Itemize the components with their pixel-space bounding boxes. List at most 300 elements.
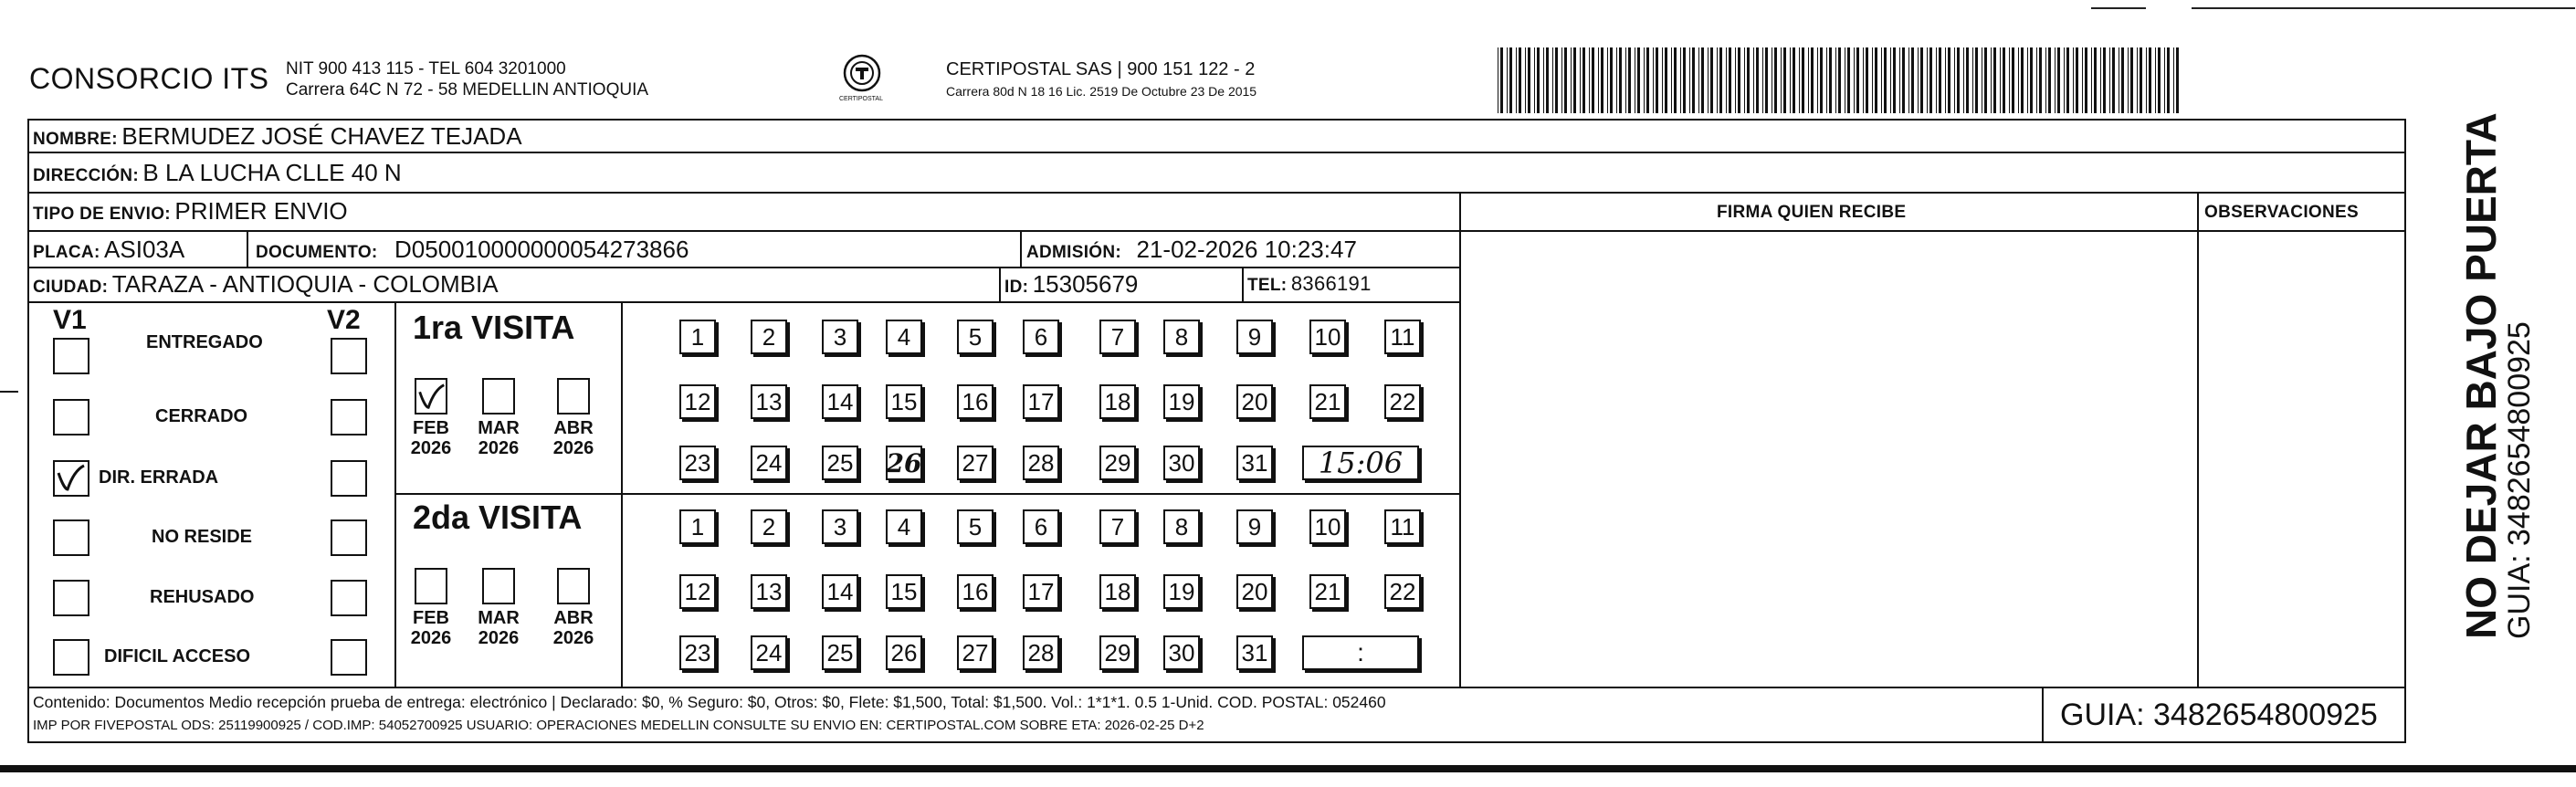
visit-title: 1ra VISITA: [413, 309, 575, 346]
placa-row: [33, 236, 184, 264]
month-name: FEB: [413, 608, 449, 628]
barcode-bar: [1899, 47, 1900, 113]
day-box[interactable]: 26: [886, 635, 922, 670]
barcode-bar: [1598, 47, 1599, 113]
day-box[interactable]: 12: [679, 574, 716, 609]
barcode-bar: [1589, 47, 1590, 113]
barcode-bar: [1561, 47, 1562, 113]
barcode-bar: [1616, 47, 1617, 113]
barcode-bar: [1829, 47, 1832, 113]
tel-label: TEL:: [1247, 276, 1288, 295]
day-box[interactable]: 29: [1099, 635, 1136, 670]
barcode-bar: [1573, 47, 1576, 113]
barcode-bar: [1680, 47, 1681, 113]
day-box[interactable]: 8: [1163, 320, 1200, 354]
barcode-bar: [1701, 47, 1704, 113]
day-box[interactable]: 25: [822, 635, 858, 670]
barcode-bar: [1783, 47, 1786, 113]
barcode-bar: [2100, 47, 2101, 113]
barcode-bar: [1927, 47, 1928, 113]
barcode-bar: [1762, 47, 1763, 113]
day-box[interactable]: 29: [1099, 446, 1136, 480]
day-box[interactable]: 5: [957, 509, 994, 544]
day-box[interactable]: 17: [1023, 384, 1059, 419]
barcode-bar: [1918, 47, 1919, 113]
barcode-bar: [1653, 47, 1654, 113]
footer-contents: [33, 690, 1386, 738]
status-label: CERRADO: [155, 406, 248, 426]
day-box[interactable]: 15: [886, 574, 922, 609]
day-box[interactable]: 3: [822, 509, 858, 544]
month-name: ABR: [553, 608, 594, 628]
barcode-bar: [1881, 47, 1882, 113]
tel-value: 8366191: [1290, 272, 1372, 295]
day-box[interactable]: 4: [886, 509, 922, 544]
barcode-bar: [2055, 47, 2056, 113]
status-label: DIFICIL ACCESO: [104, 646, 251, 666]
month-label: [469, 608, 528, 648]
month-label: [544, 418, 603, 458]
day-box[interactable]: 28: [1023, 635, 1059, 670]
barcode-bar: [2000, 47, 2001, 113]
placa-label: PLACA:: [33, 243, 100, 262]
status-label: DIR. ERRADA: [99, 467, 219, 488]
barcode-bar: [1863, 47, 1864, 113]
barcode-bar: [1911, 47, 1914, 113]
day-box[interactable]: 18: [1099, 384, 1136, 419]
day-box[interactable]: 24: [751, 446, 787, 480]
observaciones-label: OBSERVACIONES: [2204, 203, 2359, 222]
month-year: 2026: [478, 628, 520, 648]
month-year: 2026: [410, 628, 452, 648]
barcode-bar: [1710, 47, 1713, 113]
barcode-bar: [2109, 47, 2110, 113]
status-v1-checkbox[interactable]: [53, 399, 89, 435]
month-year: 2026: [552, 628, 594, 648]
ciudad-value: TARAZA - ANTIOQUIA - COLOMBIA: [111, 270, 499, 298]
barcode-bar: [1729, 47, 1731, 113]
day-box[interactable]: 14: [822, 384, 858, 419]
barcode-bar: [1546, 47, 1549, 113]
id-row: [1004, 270, 1138, 299]
day-box[interactable]: 30: [1163, 446, 1200, 480]
status-label: REHUSADO: [150, 587, 255, 607]
barcode-bar: [2167, 47, 2170, 113]
day-box[interactable]: 4: [886, 320, 922, 354]
barcode-bar: [1835, 47, 1836, 113]
barcode-bar: [2140, 47, 2142, 113]
day-box[interactable]: 16: [957, 574, 994, 609]
day-box[interactable]: 1: [679, 509, 716, 544]
company-name: CONSORCIO ITS: [29, 62, 269, 95]
carrier-info: [946, 58, 1256, 102]
status-v2-checkbox[interactable]: [331, 399, 367, 435]
month-checkbox[interactable]: [415, 378, 447, 414]
day-box[interactable]: 21: [1309, 384, 1346, 419]
nombre-label: NOMBRE:: [33, 130, 118, 149]
visit-title: 2da VISITA: [413, 498, 583, 536]
documento-row: [256, 236, 689, 264]
barcode-bar: [1954, 47, 1955, 113]
status-v2-checkbox[interactable]: [331, 460, 367, 497]
barcode-bar: [1543, 47, 1544, 113]
barcode-bar: [1966, 47, 1969, 113]
barcode-bar: [1993, 47, 1996, 113]
barcode-bar: [2030, 47, 2033, 113]
day-box[interactable]: 24: [751, 635, 787, 670]
day-box[interactable]: 22: [1384, 574, 1421, 609]
barcode-bar: [2112, 47, 2115, 113]
barcode-bar: [1975, 47, 1978, 113]
barcode-bar: [2164, 47, 2165, 113]
month-checkbox[interactable]: [482, 568, 515, 604]
carrier-address: Carrera 80d N 18 16 Lic. 2519 De Octubre 23 De 2015: [946, 84, 1257, 99]
month-name: MAR: [478, 608, 520, 628]
barcode-bar: [2149, 47, 2151, 113]
day-box[interactable]: 9: [1236, 509, 1273, 544]
v1-header: V1: [53, 305, 87, 335]
barcode-bar: [2039, 47, 2042, 113]
barcode-bar: [2146, 47, 2147, 113]
barcode-bar: [1509, 47, 1512, 113]
day-box[interactable]: 25: [822, 446, 858, 480]
barcode-bar: [1957, 47, 1960, 113]
month-label: [402, 608, 460, 648]
barcode-bar: [1662, 47, 1663, 113]
day-box[interactable]: 8: [1163, 509, 1200, 544]
barcode-bar: [1717, 47, 1718, 113]
logo-caption: CERTIPOSTAL: [839, 96, 883, 102]
barcode-bar: [1644, 47, 1645, 113]
day-box[interactable]: 13: [751, 574, 787, 609]
month-name: MAR: [478, 418, 520, 438]
month-checkbox[interactable]: [415, 568, 447, 604]
ciudad-label: CIUDAD:: [33, 278, 109, 297]
company-address: Carrera 64C N 72 - 58 MEDELLIN ANTIOQUIA: [286, 80, 649, 100]
status-v2-checkbox[interactable]: [331, 580, 367, 616]
barcode-bar: [2121, 47, 2124, 113]
barcode-bar: [1607, 47, 1608, 113]
barcode-bar: [1507, 47, 1508, 113]
month-year: 2026: [410, 438, 452, 458]
day-box[interactable]: 7: [1099, 509, 1136, 544]
barcode-bar: [1552, 47, 1553, 113]
barcode-bar: [1719, 47, 1722, 113]
month-label: [544, 608, 603, 648]
admision-label: ADMISIÓN:: [1026, 243, 1122, 262]
footer-guia: GUIA: 3482654800925: [2060, 698, 2378, 732]
nombre-row: [33, 122, 522, 151]
barcode-bar: [1665, 47, 1667, 113]
month-name: FEB: [413, 418, 449, 438]
barcode-bar: [1683, 47, 1686, 113]
barcode-bar: [1637, 47, 1640, 113]
time-value: :: [1357, 638, 1364, 666]
barcode-bar: [1692, 47, 1695, 113]
barcode-bar: [1708, 47, 1709, 113]
barcode-bar: [1826, 47, 1827, 113]
barcode-bar: [1793, 47, 1795, 113]
barcode-bar: [1525, 47, 1526, 113]
day-box[interactable]: 16: [957, 384, 994, 419]
admision-value: 21-02-2026 10:23:47: [1136, 236, 1357, 263]
barcode-bar: [2045, 47, 2046, 113]
id-label: ID:: [1004, 278, 1029, 297]
barcode-bar: [1564, 47, 1567, 113]
month-year: 2026: [478, 438, 520, 458]
month-label: [469, 418, 528, 458]
barcode-bar: [1747, 47, 1750, 113]
barcode-bar: [1744, 47, 1745, 113]
barcode-bar: [2076, 47, 2078, 113]
day-box[interactable]: 6: [1023, 509, 1059, 544]
barcode-bar: [1592, 47, 1594, 113]
barcode-bar: [1866, 47, 1868, 113]
barcode-bar: [1610, 47, 1613, 113]
month-checkbox[interactable]: [557, 568, 590, 604]
barcode-bar: [2073, 47, 2074, 113]
company-contact: [286, 58, 648, 100]
footer-line-1: Contenido: Documentos Medio recepción prueba de entrega: electrónico | Declarado: $0, % Seguro: $0, Otros: $0, Flete: $1,500, Total: $1,500. Vol.: 1*1*1. 0.5 1-Unid. COD. POSTAL: 052460: [33, 693, 1386, 711]
tel-row: [1247, 272, 1372, 296]
barcode-bar: [2094, 47, 2097, 113]
status-v1-checkbox[interactable]: [53, 338, 89, 374]
barcode-bar: [1948, 47, 1950, 113]
tipo-value: PRIMER ENVIO: [174, 197, 348, 225]
day-box[interactable]: 21: [1309, 574, 1346, 609]
barcode-bar: [1582, 47, 1585, 113]
direccion-label: DIRECCIÓN:: [33, 166, 139, 185]
day-box[interactable]: 2: [751, 509, 787, 544]
barcode: [1498, 47, 2182, 113]
barcode-bar: [1756, 47, 1759, 113]
day-box[interactable]: 20: [1236, 384, 1273, 419]
barcode-bar: [2027, 47, 2028, 113]
barcode-bar: [2155, 47, 2156, 113]
day-box[interactable]: 10: [1309, 509, 1346, 544]
barcode-bar: [1984, 47, 1987, 113]
firma-label: FIRMA QUIEN RECIBE: [1717, 203, 1907, 222]
day-box[interactable]: 30: [1163, 635, 1200, 670]
barcode-bar: [2066, 47, 2069, 113]
ciudad-row: [33, 270, 499, 299]
barcode-bar: [2003, 47, 2005, 113]
certipostal-logo-icon: [842, 53, 882, 93]
barcode-bar: [2064, 47, 2065, 113]
top-rule-2: [2192, 7, 2575, 9]
barcode-bar: [1802, 47, 1804, 113]
barcode-bar: [1534, 47, 1535, 113]
month-name: ABR: [553, 418, 594, 438]
day-box[interactable]: 15: [886, 384, 922, 419]
barcode-bar: [1698, 47, 1699, 113]
documento-label: DOCUMENTO:: [256, 243, 378, 262]
status-v1-checkbox[interactable]: [53, 580, 89, 616]
form-frame: [27, 119, 2406, 743]
day-box[interactable]: 19: [1163, 574, 1200, 609]
barcode-bar: [1500, 47, 1503, 113]
day-box[interactable]: 28: [1023, 446, 1059, 480]
barcode-bar: [2085, 47, 2087, 113]
barcode-bar: [2130, 47, 2133, 113]
barcode-bar: [1872, 47, 1873, 113]
documento-value: D050010000000054273866: [394, 236, 689, 263]
barcode-bar: [1671, 47, 1672, 113]
status-v2-checkbox[interactable]: [331, 639, 367, 676]
barcode-bar: [1908, 47, 1909, 113]
barcode-bar: [2176, 47, 2179, 113]
status-v2-checkbox[interactable]: [331, 338, 367, 374]
barcode-bar: [2128, 47, 2129, 113]
day-box[interactable]: [886, 446, 922, 480]
barcode-bar: [2012, 47, 2014, 113]
status-v1-checkbox[interactable]: [53, 519, 89, 556]
month-checkbox[interactable]: [482, 378, 515, 414]
left-tick: [0, 391, 18, 393]
day-box[interactable]: 31: [1236, 635, 1273, 670]
time-box[interactable]: [1302, 635, 1419, 670]
day-box[interactable]: 11: [1384, 320, 1421, 354]
barcode-bar: [1920, 47, 1923, 113]
day-box[interactable]: 1: [679, 320, 716, 354]
day-box[interactable]: 9: [1236, 320, 1273, 354]
day-box[interactable]: 31: [1236, 446, 1273, 480]
barcode-bar: [1689, 47, 1690, 113]
direccion-value: B LA LUCHA CLLE 40 N: [142, 159, 402, 186]
status-label: ENTREGADO: [146, 332, 263, 352]
day-box[interactable]: 2: [751, 320, 787, 354]
barcode-bar: [2103, 47, 2106, 113]
barcode-bar: [1580, 47, 1581, 113]
month-checkbox[interactable]: [557, 378, 590, 414]
barcode-bar: [1571, 47, 1572, 113]
barcode-bar: [1817, 47, 1818, 113]
day-box[interactable]: 14: [822, 574, 858, 609]
day-box[interactable]: 23: [679, 635, 716, 670]
barcode-bar: [2091, 47, 2092, 113]
status-v1-checkbox[interactable]: [53, 460, 89, 497]
barcode-bar: [2036, 47, 2037, 113]
time-value: 15:06: [1318, 446, 1404, 480]
barcode-bar: [1902, 47, 1905, 113]
day-box[interactable]: 27: [957, 446, 994, 480]
barcode-bar: [1890, 47, 1891, 113]
status-v1-checkbox[interactable]: [53, 639, 89, 676]
barcode-bar: [2137, 47, 2138, 113]
barcode-bar: [1808, 47, 1809, 113]
day-box[interactable]: 19: [1163, 384, 1200, 419]
barcode-bar: [2009, 47, 2010, 113]
barcode-bar: [1738, 47, 1740, 113]
barcode-bar: [1646, 47, 1649, 113]
status-v2-checkbox[interactable]: [331, 519, 367, 556]
barcode-bar: [2018, 47, 2019, 113]
day-box[interactable]: 5: [957, 320, 994, 354]
barcode-bar: [1856, 47, 1859, 113]
barcode-bar: [1735, 47, 1736, 113]
month-year: 2026: [552, 438, 594, 458]
barcode-bar: [1875, 47, 1877, 113]
barcode-bar: [1537, 47, 1540, 113]
day-box[interactable]: 6: [1023, 320, 1059, 354]
barcode-bar: [1847, 47, 1850, 113]
day-box[interactable]: 17: [1023, 574, 1059, 609]
barcode-bar: [1991, 47, 1992, 113]
barcode-bar: [2082, 47, 2083, 113]
company-nit: NIT 900 413 115 - TEL 604 3201000: [286, 59, 566, 79]
direccion-row: [33, 159, 402, 187]
barcode-bar: [2173, 47, 2174, 113]
tipo-label: TIPO DE ENVIO:: [33, 205, 171, 224]
footer-line-2: IMP POR FIVEPOSTAL ODS: 25119900925 / COD.IMP: 54052700925 USUARIO: OPERACIONES MEDELLIN CONSULTE SU ENVIO EN: CERTIPOSTAL.COM SOBRE ETA: 2026-02-25 D+2: [33, 718, 1204, 733]
status-label: NO RESIDE: [152, 527, 253, 547]
barcode-bar: [1945, 47, 1946, 113]
day-box[interactable]: 3: [822, 320, 858, 354]
side-guia: GUIA: 3482654800925: [2502, 321, 2537, 639]
marked-day: 26: [886, 447, 922, 478]
barcode-bar: [2057, 47, 2060, 113]
barcode-bar: [1628, 47, 1631, 113]
barcode-bar: [1726, 47, 1727, 113]
barcode-bar: [1519, 47, 1521, 113]
admision-row: [1026, 236, 1357, 264]
day-box[interactable]: 23: [679, 446, 716, 480]
day-box[interactable]: 18: [1099, 574, 1136, 609]
barcode-bar: [1765, 47, 1768, 113]
barcode-bar: [1528, 47, 1530, 113]
barcode-bar: [1781, 47, 1782, 113]
barcode-bar: [2021, 47, 2024, 113]
barcode-bar: [1820, 47, 1823, 113]
tipo-row: [33, 197, 348, 226]
month-label: [402, 418, 460, 458]
id-value: 15305679: [1032, 270, 1139, 298]
barcode-bar: [1838, 47, 1841, 113]
barcode-bar: [1656, 47, 1658, 113]
barcode-bar: [1929, 47, 1932, 113]
barcode-bar: [1936, 47, 1937, 113]
barcode-bar: [1516, 47, 1517, 113]
barcode-bar: [1939, 47, 1941, 113]
day-box[interactable]: 12: [679, 384, 716, 419]
v2-header: V2: [327, 305, 361, 335]
day-box[interactable]: 7: [1099, 320, 1136, 354]
day-box[interactable]: 13: [751, 384, 787, 419]
bottom-rule: [0, 765, 2576, 772]
barcode-bar: [1753, 47, 1754, 113]
barcode-bar: [1811, 47, 1814, 113]
barcode-bar: [1619, 47, 1622, 113]
day-box[interactable]: 11: [1384, 509, 1421, 544]
barcode-bar: [1799, 47, 1800, 113]
barcode-bar: [1790, 47, 1791, 113]
side-warning: NO DEJAR BAJO PUERTA: [2457, 112, 2505, 639]
barcode-bar: [1972, 47, 1973, 113]
day-box[interactable]: 27: [957, 635, 994, 670]
barcode-bar: [1884, 47, 1887, 113]
barcode-bar: [1555, 47, 1558, 113]
barcode-bar: [1854, 47, 1855, 113]
day-box[interactable]: 20: [1236, 574, 1273, 609]
time-box[interactable]: [1302, 446, 1419, 480]
barcode-bar: [1963, 47, 1964, 113]
day-box[interactable]: 10: [1309, 320, 1346, 354]
check-mark-icon: [53, 460, 88, 495]
barcode-bar: [1893, 47, 1896, 113]
barcode-bar: [1774, 47, 1777, 113]
day-box[interactable]: 22: [1384, 384, 1421, 419]
carrier-name: CERTIPOSTAL SAS | 900 151 122 - 2: [946, 59, 1256, 79]
